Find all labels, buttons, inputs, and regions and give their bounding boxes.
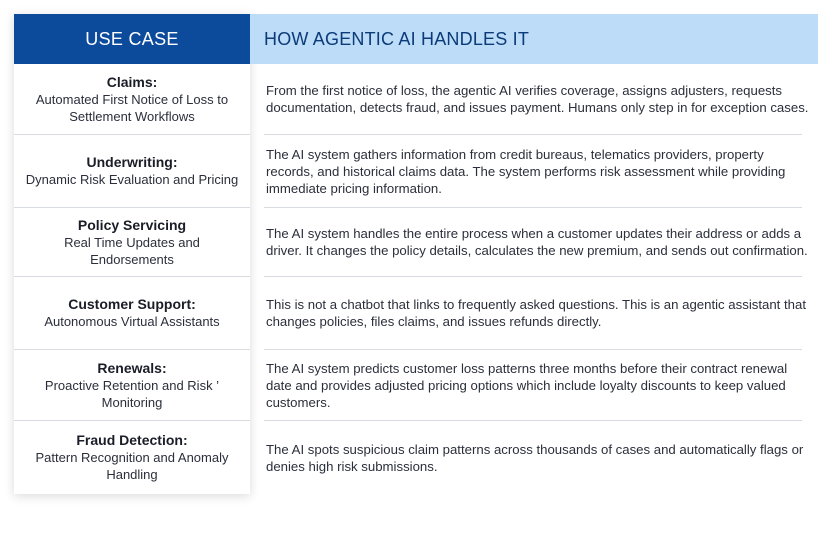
use-case-cell — [14, 350, 250, 420]
description-cell: From the first notice of loss, the agentic AI verifies coverage, assigns adjusters, requests documentation, detects fraud, and issues payment. Humans only step in for exception cases. — [266, 83, 809, 115]
use-case-subtitle: Automated First Notice of Loss to Settlement Workflows — [35, 91, 229, 124]
header-how-agentic-ai: HOW AGENTIC AI HANDLES IT — [250, 14, 818, 64]
use-case-title: Renewals: — [97, 359, 167, 376]
use-case-cell — [14, 64, 250, 134]
use-case-title: Fraud Detection: — [76, 432, 188, 448]
description-cell: This is not a chatbot that links to frequently asked questions. This is an agentic assistant that changes policies, files claims, and issues refunds directly. — [266, 297, 807, 329]
use-case-subtitle: Proactive Retention and Risk ’ Monitoring — [44, 377, 220, 410]
use-case-subtitle: Real Time Updates and Endorsements — [64, 234, 200, 267]
table-row — [14, 208, 818, 276]
table-row — [14, 277, 818, 349]
table-row — [14, 135, 818, 207]
description-cell: The AI system predicts customer loss patterns three months before their contract renewal date and provides adjusted pricing options which include loyalty discounts to keep valued customers. — [266, 360, 788, 410]
use-case-cell — [14, 421, 250, 494]
description-cell: The AI system handles the entire process when a customer updates their address or adds a driver. It changes the policy details, calculates the new premium, and sends out confirmation. — [266, 226, 808, 258]
table-row — [14, 350, 818, 420]
use-case-title: Underwriting: — [86, 154, 178, 170]
use-case-subtitle: Pattern Recognition and Anomaly Handling — [35, 450, 229, 482]
description-cell: The AI spots suspicious claim patterns across thousands of cases and automatically flags or denies high risk submissions. — [266, 441, 804, 474]
table-row — [14, 64, 818, 134]
use-case-cell — [14, 277, 250, 349]
use-case-title: Claims: — [106, 73, 158, 90]
use-case-subtitle: Dynamic Risk Evaluation and Pricing — [25, 172, 239, 187]
use-case-title: Policy Servicing — [77, 216, 187, 233]
header-use-case: USE CASE — [14, 14, 250, 64]
use-case-subtitle: Autonomous Virtual Assistants — [44, 314, 220, 329]
table-row — [14, 421, 818, 494]
description-cell: The AI system gathers information from credit bureaus, telematics providers, property records, and historical claims data. The system performs risk assessment while providing immediate pricing information. — [266, 146, 786, 196]
use-case-cell — [14, 135, 250, 207]
use-case-title: Customer Support: — [68, 296, 196, 312]
use-case-cell — [14, 208, 250, 276]
